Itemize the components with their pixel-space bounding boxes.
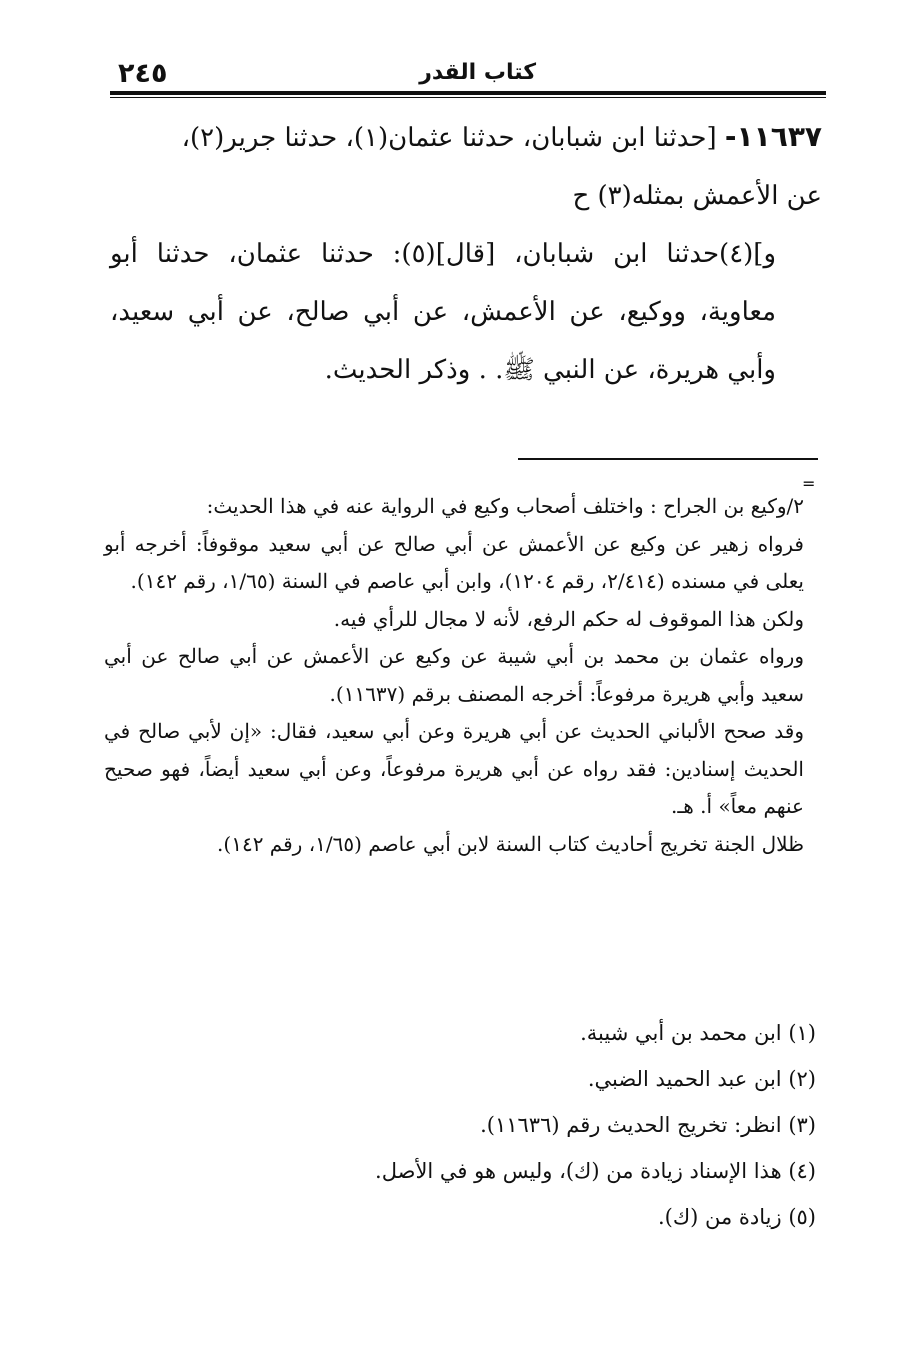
hadith-chain-paragraph: و](٤)حدثنا ابن شبابان، [قال](٥): حدثنا عثمان، حدثنا أبو معاوية، ووكيع، عن الأعمش، عن أبي صالح، عن أبي سعيد، وأبي هريرة، عن النبي ﷺ. . وذكر الحديث. — [110, 239, 776, 385]
hadith-chain-line2: عن الأعمش بمثله(٣) ح — [572, 181, 822, 211]
header-rule-thin — [110, 97, 826, 98]
page-header — [110, 58, 826, 92]
hadith-opening-line — [110, 108, 822, 167]
commentary-paragraph: وقد صحح الألباني الحديث عن أبي هريرة وعن أبي سعيد، فقال: «إن لأبي صالح في الحديث إسنادين: فقد رواه عن أبي هريرة مرفوعاً، وعن أبي سعيد أيضاً، فهو صحيح عنهم معاً» أ. هـ. — [104, 719, 804, 818]
hadith-chain-line1: [حدثنا ابن شبابان، حدثنا عثمان(١)، حدثنا جرير(٢)، — [181, 123, 725, 153]
footnote-item: (٢) ابن عبد الحميد الضبي. — [587, 1067, 816, 1091]
header-rule-thick — [110, 91, 826, 95]
continuation-mark: = — [802, 474, 816, 493]
commentary-paragraph: ورواه عثمان بن محمد بن أبي شيبة عن وكيع عن الأعمش عن أبي صالح عن أبي سعيد وأبي هريرة مرفوعاً: أخرجه المصنف برقم (١١٦٣٧). — [104, 644, 804, 706]
footnote-item: (٤) هذا الإسناد زيادة من (ك)، وليس هو في الأصل. — [375, 1159, 816, 1183]
footnote-item: (١) ابن محمد بن أبي شيبة. — [580, 1021, 816, 1045]
commentary-paragraph: ولكن هذا الموقوف له حكم الرفع، لأنه لا مجال للرأي فيه. — [333, 606, 804, 631]
main-text — [110, 108, 822, 399]
commentary-paragraph: ظلال الجنة تخريج أحاديث كتاب السنة لابن أبي عاصم (١/٦٥، رقم ١٤٢). — [217, 831, 804, 856]
footnote-list — [104, 1010, 816, 1240]
footnote-separator — [518, 458, 818, 460]
hadith-number: ١١٦٣٧- — [724, 120, 822, 153]
commentary-block — [104, 488, 804, 863]
commentary-paragraph: ٢/وكيع بن الجراح : واختلف أصحاب وكيع في الرواية عنه في هذا الحديث: — [206, 494, 804, 518]
page-number: ٢٤٥ — [118, 58, 168, 89]
footnote-item: (٥) زيادة من (ك). — [657, 1205, 816, 1229]
commentary-paragraph: فرواه زهير عن وكيع عن الأعمش عن أبي صالح عن أبي سعيد موقوفاً: أخرجه أبو يعلى في مسنده (٢/٤١٤، رقم ١٢٠٤)، وابن أبي عاصم في السنة (١/٦٥، رقم ١٤٢). — [104, 531, 804, 593]
footnote-item: (٣) انظر: تخريج الحديث رقم (١١٦٣٦). — [480, 1113, 816, 1137]
book-title: كتاب القدر — [419, 60, 536, 85]
